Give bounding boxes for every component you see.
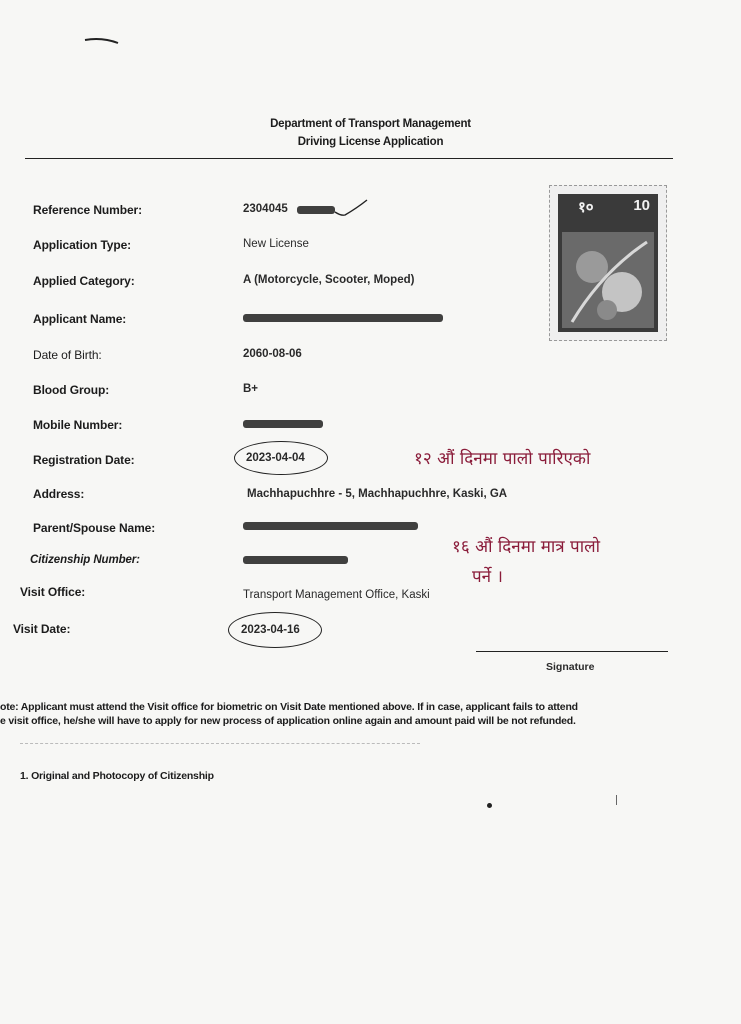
applicant-name-label: Applicant Name:	[33, 312, 127, 326]
applied-category-value: A (Motorcycle, Scooter, Moped)	[243, 274, 415, 286]
visit-office-value: Transport Management Office, Kaski	[243, 589, 430, 601]
header-divider	[25, 158, 673, 159]
signature-line	[476, 651, 668, 652]
date-of-birth-label: Date of Birth:	[33, 348, 102, 362]
handwritten-note-registration: १२ औं दिनमा पालो पारिएको	[414, 449, 591, 469]
reference-number-value: 2304045	[243, 203, 288, 215]
tick-mark	[333, 198, 369, 220]
mobile-number-redacted	[243, 420, 323, 428]
address-value: Machhapuchhre - 5, Machhapuchhre, Kaski, GA	[247, 488, 508, 500]
citizenship-number-label: Citizenship Number:	[30, 554, 140, 566]
ink-speck	[616, 795, 617, 805]
redaction-mark	[297, 206, 335, 214]
pen-stroke-mark	[82, 34, 122, 48]
note-line-1: ote: Applicant must attend the Visit office for biometric on Visit Date mentioned above. If in case, applicant fails to attend	[0, 701, 578, 713]
parent-spouse-name-label: Parent/Spouse Name:	[33, 521, 156, 535]
address-label: Address:	[33, 487, 85, 501]
department-heading: Department of Transport Management	[270, 118, 471, 130]
applicant-name-redacted	[243, 314, 443, 322]
reference-number-label: Reference Number:	[33, 203, 143, 217]
applied-category-label: Applied Category:	[33, 274, 135, 288]
ink-speck	[487, 803, 492, 808]
document-item-1: 1. Original and Photocopy of Citizenship	[20, 770, 214, 782]
handwritten-note-visit-line2: पर्ने ।	[472, 567, 503, 587]
registration-date-value: 2023-04-04	[246, 452, 305, 464]
postage-stamp	[549, 185, 667, 341]
parent-spouse-name-redacted	[243, 522, 418, 530]
signature-label: Signature	[546, 661, 595, 673]
visit-office-label: Visit Office:	[20, 585, 86, 599]
handwritten-note-visit-line1: १६ औं दिनमा मात्र पालो	[452, 537, 601, 557]
application-type-label: Application Type:	[33, 238, 132, 252]
visit-date-label: Visit Date:	[13, 622, 71, 636]
visit-date-value: 2023-04-16	[241, 624, 300, 636]
stamp-value-right: 10	[633, 197, 650, 214]
stamp-value-left: १०	[578, 199, 594, 216]
blood-group-value: B+	[243, 383, 259, 395]
registration-date-label: Registration Date:	[33, 453, 135, 467]
application-type-value: New License	[243, 238, 309, 250]
citizenship-number-redacted	[243, 556, 348, 564]
faded-text-line	[20, 743, 420, 744]
date-of-birth-value: 2060-08-06	[243, 348, 302, 360]
note-line-2: e visit office, he/she will have to apply for new process of application online again and amount paid will be not refunded.	[0, 715, 576, 727]
stamp-flower-art	[562, 232, 654, 328]
document-title: Driving License Application	[297, 136, 444, 148]
mobile-number-label: Mobile Number:	[33, 418, 123, 432]
blood-group-label: Blood Group:	[33, 383, 110, 397]
